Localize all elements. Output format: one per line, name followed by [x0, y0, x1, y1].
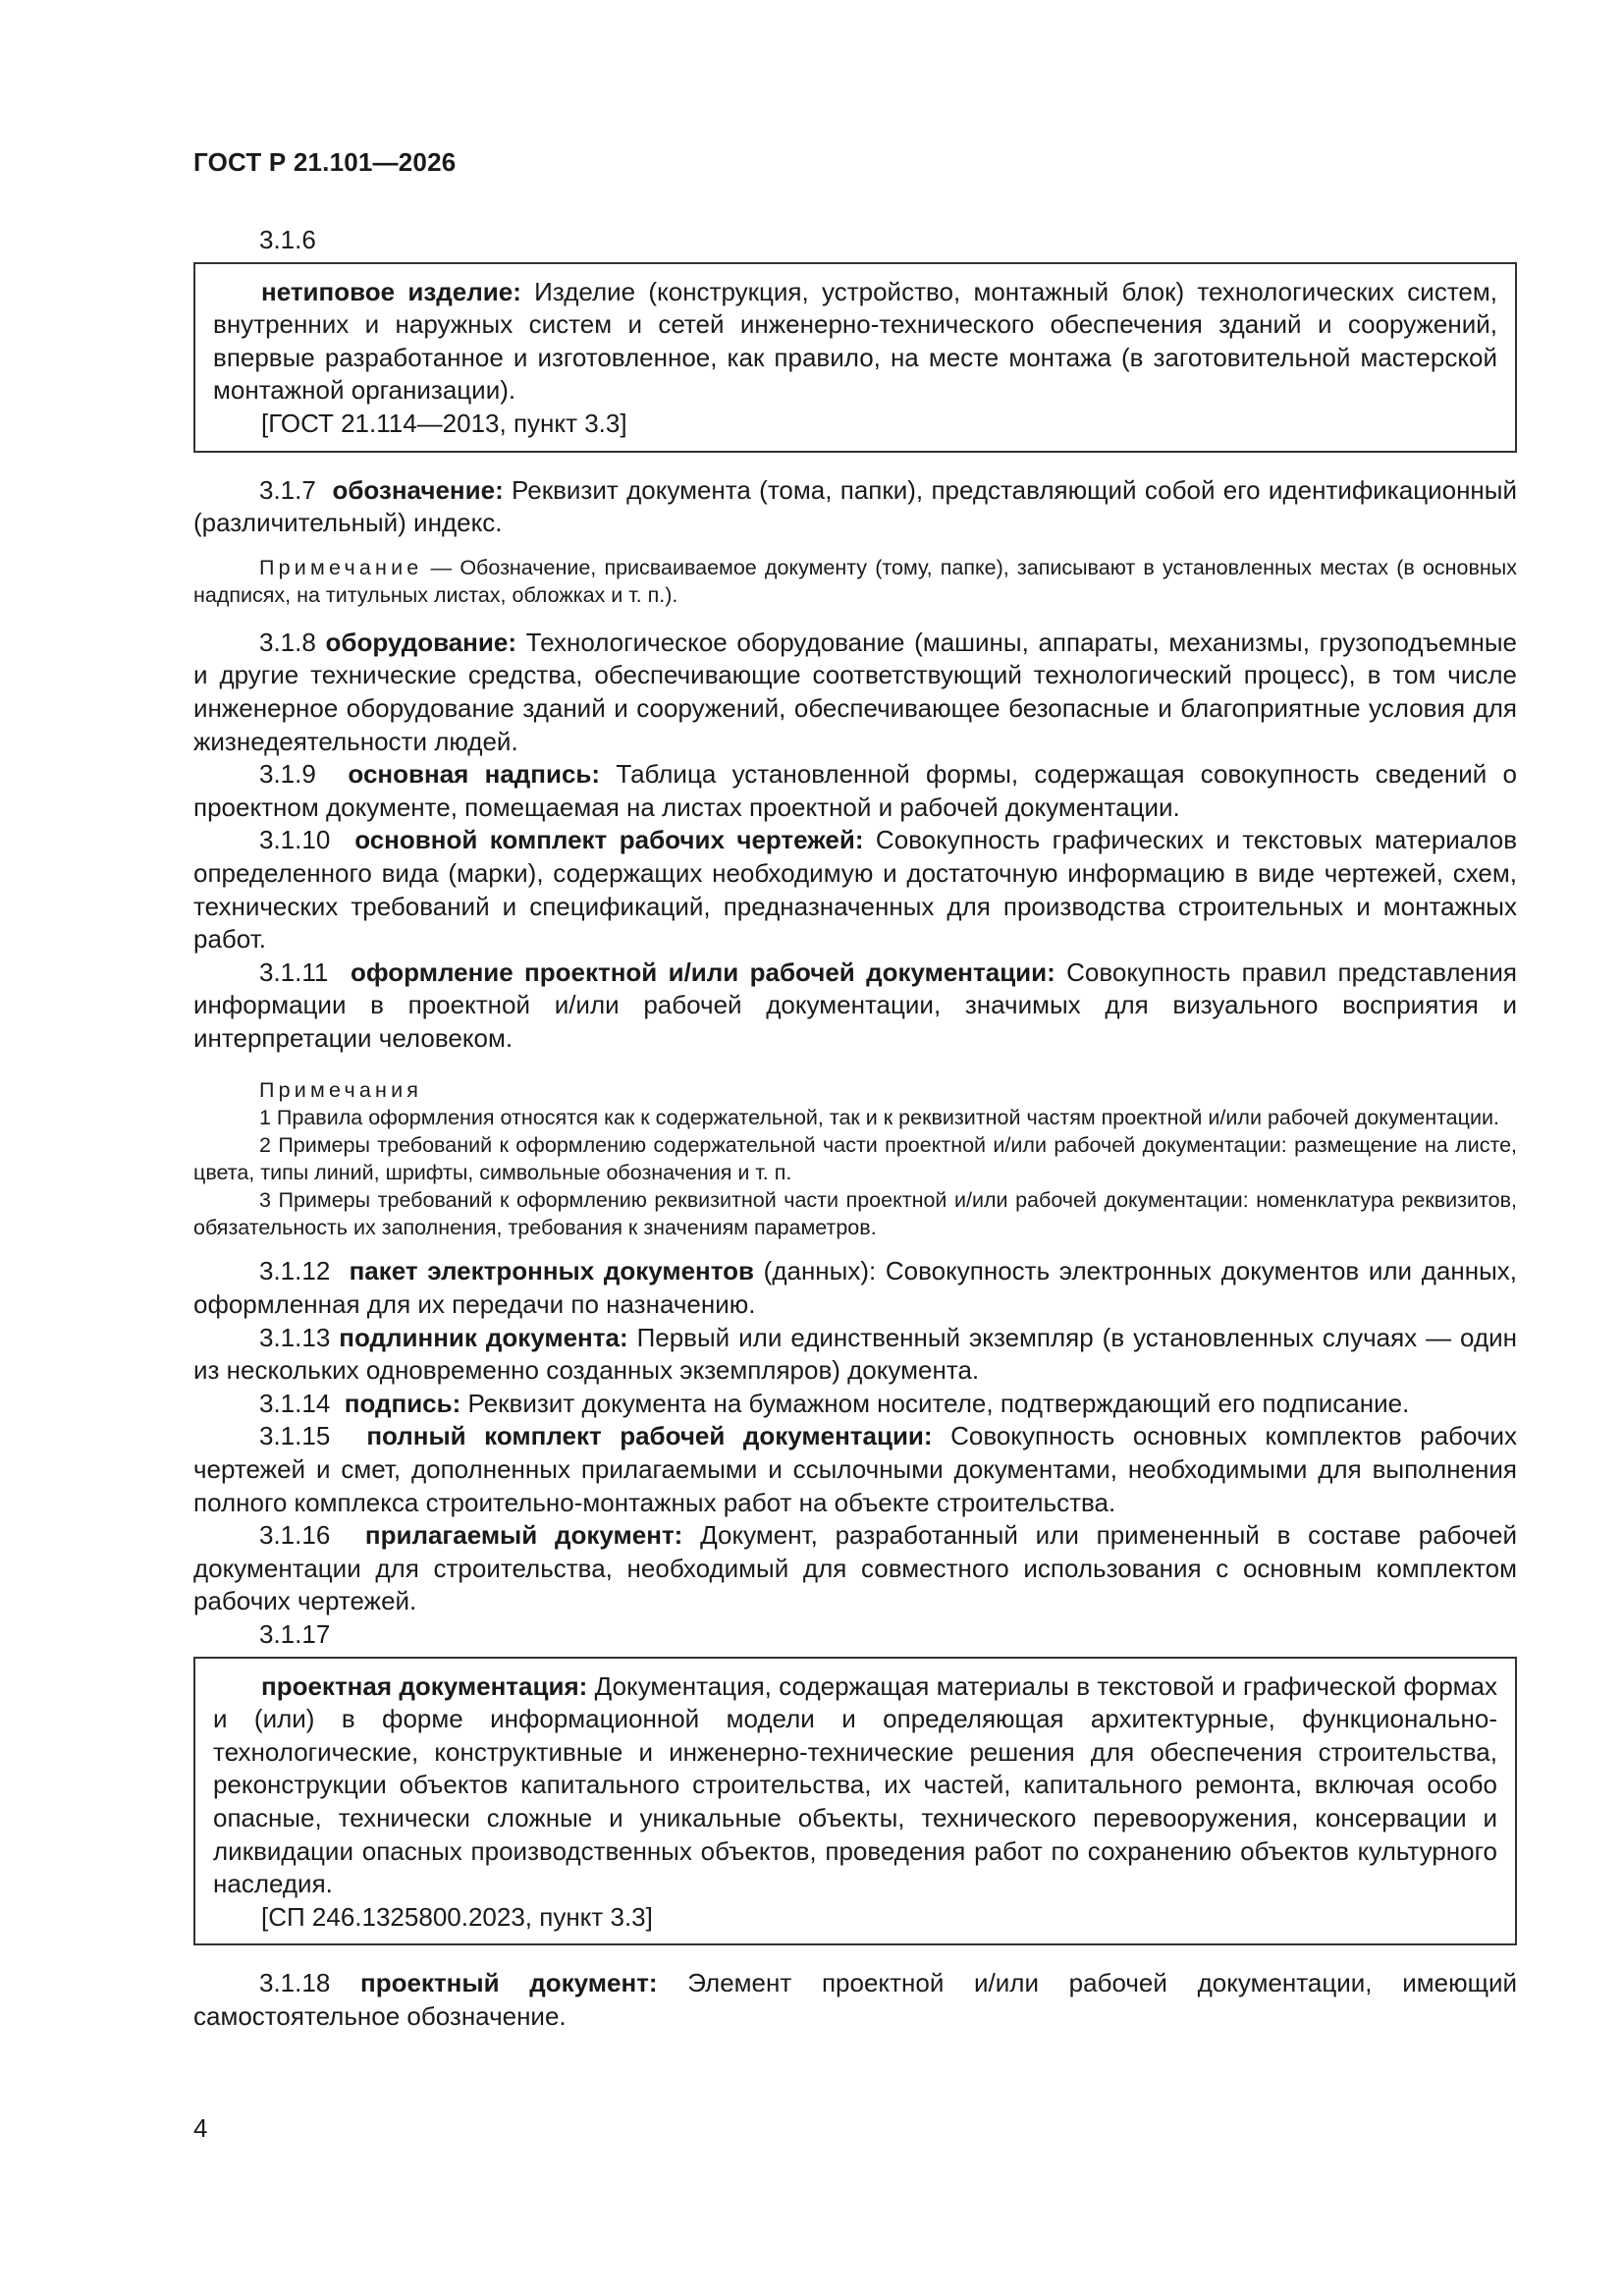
clause-number: 3.1.15 [259, 1421, 331, 1451]
definition-text: Документация, содержащая материалы в текстовой и графической формах и (или) в форме информационной модели и определяющая архитектурные, функционально-технологические, конструктивные и инженерно-технические решения для обеспечения строительства, реконструкции объектов капитального строительства, их частей, капитального ремонта, включая особо опасные, технически сложные и уникальные объекты, технического перевооружения, консервации и ликвидации опасных производственных объектов, проведения работ по сохранению объектов культурного наследия. [213, 1670, 1497, 1899]
term: обозначение: [332, 474, 504, 505]
note-text: — Обозначение, присваиваемое документу (тому, папке), записывают в установленных местах (в основных надписях, на титульных листах, обложках и т. п.). [193, 555, 1517, 607]
definition-paragraph [193, 1388, 1517, 1421]
document-body [193, 224, 1517, 2034]
notes-label: Примечания [259, 1078, 423, 1103]
definition-text: Реквизит документа на бумажном носителе, подтверждающий его подписание. [460, 1388, 1410, 1418]
definition-paragraph [193, 1255, 1517, 1321]
definition-paragraph [193, 1420, 1517, 1519]
document-code-header: ГОСТ Р 21.101—2026 [193, 147, 457, 177]
source-reference: [ГОСТ 21.114—2013, пункт 3.3] [261, 408, 627, 438]
definition-text: Совокупность основных комплектов рабочих чертежей и смет, дополненных прилагаемыми и ссылочными документами, необходимыми для выполнения полного комплекса строительно-монтажных работ на объекте строительства. [193, 1421, 1518, 1517]
term: пакет электронных документов [349, 1256, 755, 1286]
quoted-definition-box [193, 1657, 1517, 1946]
clause-number: 3.1.8 [259, 627, 316, 657]
definition-text: (данных): Совокупность электронных документов или данных, оформленная для их передачи по назначению. [193, 1256, 1517, 1320]
definition-text: Документ, разработанный или примененный в составе рабочей документации для строительства, необходимый для совместного использования с основным комплектом рабочих чертежей. [193, 1520, 1517, 1616]
clause-number: 3.1.17 [259, 1619, 331, 1649]
clause-number: 3.1.13 [259, 1322, 331, 1352]
clause-number: 3.1.11 [259, 957, 329, 987]
definition-text: Элемент проектной и/или рабочей документации, имеющий самостоятельное обозначение. [193, 1968, 1518, 2031]
note-paragraph [193, 554, 1517, 609]
definition-text: Совокупность графических и текстовых материалов определенного вида (марки), содержащих необходимую и достаточную информацию в виде чертежей, схем, технических требований и спецификаций, предназначенных для производства строительных и монтажных работ. [193, 825, 1517, 955]
note-item: 3 Примеры требований к оформлению реквизитной части проектной и/или рабочей документации: номенклатура реквизитов, обязательность их заполнения, требования к значениям параметров. [193, 1188, 1517, 1240]
definition-paragraph [213, 276, 1497, 408]
notes-block [193, 1076, 1517, 1241]
clause-number: 3.1.7 [259, 474, 316, 505]
term: нетиповое изделие: [261, 276, 521, 306]
term: проектная документация: [261, 1670, 588, 1701]
notes-heading [193, 1076, 1517, 1104]
clause-number: 3.1.16 [259, 1520, 331, 1551]
term: полный комплект рабочей документации: [366, 1421, 933, 1451]
note-item: 1 Правила оформления относятся как к содержательной, так и к реквизитной частям проектной и/или рабочей документации. [259, 1106, 1499, 1130]
clause-number: 3.1.12 [259, 1256, 331, 1286]
definition-paragraph [193, 627, 1517, 758]
clause-number: 3.1.10 [259, 825, 331, 855]
definition-text: Реквизит документа (тома, папки), представляющий собой его идентификационный (различительный) индекс. [193, 474, 1517, 538]
definition-paragraph [193, 758, 1517, 824]
clause-number: 3.1.9 [259, 759, 316, 790]
page-number: 4 [193, 2113, 208, 2143]
term: подпись: [344, 1388, 461, 1418]
quoted-definition-box [193, 262, 1517, 453]
note-item: 2 Примеры требований к оформлению содержательной части проектной и/или рабочей документации: размещение на листе, цвета, типы линий, шрифты, символьные обозначения и т. п. [193, 1133, 1517, 1185]
clause-number: 3.1.6 [259, 225, 316, 254]
definition-text: Изделие (конструкция, устройство, монтажный блок) технологических систем, внутренних и наружных систем и сетей инженерно-технического обеспечения зданий и сооружений, впервые разработанное и изготовленное, как правило, на месте монтажа (в заготовительной мастерской монтажной организации). [213, 276, 1497, 406]
definition-text: Совокупность правил представления информации в проектной и/или рабочей документации, значимых для визуального восприятия и интерпретации человеком. [193, 957, 1517, 1053]
term: подлинник документа: [339, 1322, 628, 1352]
definition-paragraph [193, 1322, 1517, 1388]
source-reference: [СП 246.1325800.2023, пункт 3.3] [261, 1901, 653, 1932]
term: основная надпись: [348, 759, 601, 790]
definition-paragraph [193, 824, 1517, 956]
definition-text: Таблица установленной формы, содержащая совокупность сведений о проектном документе, помещаемая на листах проектной и рабочей документации. [193, 759, 1518, 822]
term: основной комплект рабочих чертежей: [354, 825, 864, 855]
definition-paragraph [193, 1967, 1517, 2033]
note-label: Примечание [259, 555, 423, 579]
definition-paragraph [193, 1519, 1517, 1618]
definition-paragraph [193, 957, 1517, 1056]
note-block [193, 554, 1517, 609]
clause-number: 3.1.18 [259, 1968, 331, 1998]
definition-paragraph [193, 474, 1517, 540]
term: оборудование: [325, 627, 516, 657]
term: оформление проектной и/или рабочей документации: [351, 957, 1055, 987]
definition-text: Первый или единственный экземпляр (в установленных случаях — один из нескольких одновременно созданных экземпляров) документа. [193, 1322, 1517, 1386]
definition-paragraph [213, 1670, 1497, 1901]
term: проектный документ: [359, 1968, 658, 1998]
definition-text: Технологическое оборудование (машины, аппараты, механизмы, грузоподъемные и другие технические средства, обеспечивающие соответствующий технологический процесс), в том числе инженерное оборудование зданий и сооружений, обеспечивающее безопасные и благоприятные условия для жизнедеятельности людей. [193, 627, 1517, 756]
clause-number: 3.1.14 [259, 1388, 331, 1418]
term: прилагаемый документ: [364, 1520, 683, 1551]
